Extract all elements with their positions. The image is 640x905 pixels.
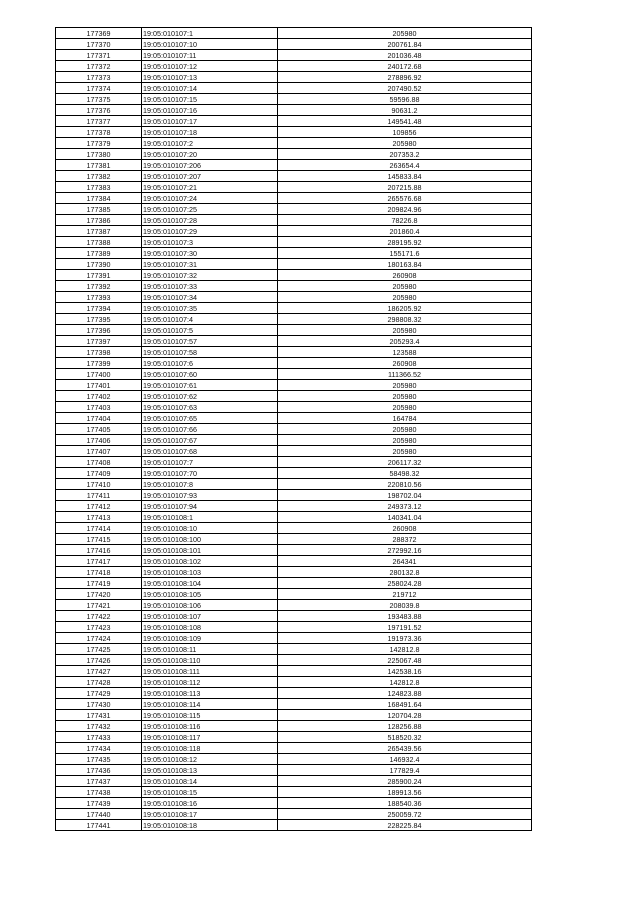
table-row (56, 490, 532, 501)
table-row (56, 270, 532, 281)
row-number-cell: 177419 (56, 578, 142, 589)
cadastral-value-cell: 123588 (278, 347, 532, 358)
cadastral-value-cell: 189913.56 (278, 787, 532, 798)
cadastral-number-cell: 19:05:010107:70 (142, 468, 278, 479)
cadastral-value-cell: 207490.52 (278, 83, 532, 94)
table-row (56, 677, 532, 688)
table-row (56, 402, 532, 413)
row-number-cell: 177400 (56, 369, 142, 380)
cadastral-value-cell: 220810.56 (278, 479, 532, 490)
row-number-cell: 177384 (56, 193, 142, 204)
cadastral-value-cell: 124823.88 (278, 688, 532, 699)
row-number-cell: 177378 (56, 127, 142, 138)
row-number-cell: 177394 (56, 303, 142, 314)
cadastral-number-cell: 19:05:010107:207 (142, 171, 278, 182)
table-row (56, 633, 532, 644)
row-number-cell: 177429 (56, 688, 142, 699)
row-number-cell: 177440 (56, 809, 142, 820)
cadastral-value-cell: 260908 (278, 523, 532, 534)
cadastral-number-cell: 19:05:010107:57 (142, 336, 278, 347)
cadastral-number-cell: 19:05:010107:65 (142, 413, 278, 424)
table-row (56, 94, 532, 105)
cadastral-number-cell: 19:05:010107:206 (142, 160, 278, 171)
cadastral-value-cell: 225067.48 (278, 655, 532, 666)
cadastral-value-cell: 207215.88 (278, 182, 532, 193)
cadastral-number-cell: 19:05:010107:20 (142, 149, 278, 160)
table-row (56, 622, 532, 633)
table-row (56, 226, 532, 237)
cadastral-number-cell: 19:05:010108:101 (142, 545, 278, 556)
table-row (56, 380, 532, 391)
cadastral-value-cell: 263654.4 (278, 160, 532, 171)
cadastral-value-cell: 140341.04 (278, 512, 532, 523)
cadastral-number-cell: 19:05:010108:14 (142, 776, 278, 787)
row-number-cell: 177412 (56, 501, 142, 512)
row-number-cell: 177437 (56, 776, 142, 787)
cadastral-value-cell: 258024.28 (278, 578, 532, 589)
cadastral-number-cell: 19:05:010107:5 (142, 325, 278, 336)
row-number-cell: 177425 (56, 644, 142, 655)
cadastral-value-cell: 146932.4 (278, 754, 532, 765)
cadastral-value-cell: 240172.68 (278, 61, 532, 72)
cadastral-value-cell: 168491.64 (278, 699, 532, 710)
row-number-cell: 177405 (56, 424, 142, 435)
row-number-cell: 177422 (56, 611, 142, 622)
cadastral-number-cell: 19:05:010108:106 (142, 600, 278, 611)
table-row (56, 424, 532, 435)
row-number-cell: 177388 (56, 237, 142, 248)
cadastral-number-cell: 19:05:010107:66 (142, 424, 278, 435)
cadastral-number-cell: 19:05:010107:14 (142, 83, 278, 94)
table-row (56, 149, 532, 160)
row-number-cell: 177372 (56, 61, 142, 72)
row-number-cell: 177409 (56, 468, 142, 479)
table-row (56, 171, 532, 182)
row-number-cell: 177435 (56, 754, 142, 765)
cadastral-value-cell: 78226.8 (278, 215, 532, 226)
table-row (56, 644, 532, 655)
table-row (56, 743, 532, 754)
row-number-cell: 177430 (56, 699, 142, 710)
row-number-cell: 177417 (56, 556, 142, 567)
cadastral-number-cell: 19:05:010108:109 (142, 633, 278, 644)
cadastral-number-cell: 19:05:010107:61 (142, 380, 278, 391)
row-number-cell: 177423 (56, 622, 142, 633)
cadastral-value-cell: 518520.32 (278, 732, 532, 743)
row-number-cell: 177379 (56, 138, 142, 149)
table-row (56, 83, 532, 94)
cadastral-value-cell: 289195.92 (278, 237, 532, 248)
table-row (56, 237, 532, 248)
cadastral-number-cell: 19:05:010107:68 (142, 446, 278, 457)
cadastral-value-cell: 265576.68 (278, 193, 532, 204)
row-number-cell: 177404 (56, 413, 142, 424)
cadastral-value-cell: 207353.2 (278, 149, 532, 160)
cadastral-value-cell: 205980 (278, 281, 532, 292)
cadastral-value-cell: 109856 (278, 127, 532, 138)
cadastral-number-cell: 19:05:010107:67 (142, 435, 278, 446)
row-number-cell: 177373 (56, 72, 142, 83)
cadastral-value-table (55, 27, 532, 831)
cadastral-value-cell: 120704.28 (278, 710, 532, 721)
table-row (56, 138, 532, 149)
cadastral-value-cell: 201036.48 (278, 50, 532, 61)
table-row (56, 479, 532, 490)
cadastral-number-cell: 19:05:010108:111 (142, 666, 278, 677)
cadastral-number-cell: 19:05:010107:18 (142, 127, 278, 138)
table-row (56, 28, 532, 39)
table-row (56, 50, 532, 61)
cadastral-number-cell: 19:05:010108:102 (142, 556, 278, 567)
table-row (56, 611, 532, 622)
cadastral-number-cell: 19:05:010108:116 (142, 721, 278, 732)
cadastral-number-cell: 19:05:010107:6 (142, 358, 278, 369)
cadastral-value-cell: 201860.4 (278, 226, 532, 237)
cadastral-value-cell: 191973.36 (278, 633, 532, 644)
table-row (56, 314, 532, 325)
table-row (56, 325, 532, 336)
table-row (56, 699, 532, 710)
cadastral-value-cell: 142812.8 (278, 644, 532, 655)
cadastral-number-cell: 19:05:010107:32 (142, 270, 278, 281)
cadastral-value-cell: 205980 (278, 424, 532, 435)
table-row (56, 303, 532, 314)
cadastral-number-cell: 19:05:010108:13 (142, 765, 278, 776)
cadastral-value-cell: 145833.84 (278, 171, 532, 182)
row-number-cell: 177391 (56, 270, 142, 281)
cadastral-number-cell: 19:05:010108:107 (142, 611, 278, 622)
cadastral-value-cell: 260908 (278, 358, 532, 369)
cadastral-value-cell: 205980 (278, 138, 532, 149)
cadastral-value-cell: 205980 (278, 435, 532, 446)
row-number-cell: 177376 (56, 105, 142, 116)
cadastral-value-cell: 205980 (278, 391, 532, 402)
cadastral-number-cell: 19:05:010108:12 (142, 754, 278, 765)
table-row (56, 545, 532, 556)
cadastral-value-cell: 164784 (278, 413, 532, 424)
table-row (56, 336, 532, 347)
cadastral-value-cell: 197191.52 (278, 622, 532, 633)
row-number-cell: 177395 (56, 314, 142, 325)
cadastral-number-cell: 19:05:010108:16 (142, 798, 278, 809)
cadastral-number-cell: 19:05:010108:117 (142, 732, 278, 743)
cadastral-number-cell: 19:05:010107:33 (142, 281, 278, 292)
table-row (56, 820, 532, 831)
table-row (56, 776, 532, 787)
cadastral-number-cell: 19:05:010108:114 (142, 699, 278, 710)
table-row (56, 292, 532, 303)
row-number-cell: 177418 (56, 567, 142, 578)
cadastral-value-cell: 249373.12 (278, 501, 532, 512)
table-row (56, 666, 532, 677)
cadastral-value-cell: 264341 (278, 556, 532, 567)
table-row (56, 567, 532, 578)
table-row (56, 369, 532, 380)
cadastral-number-cell: 19:05:010107:7 (142, 457, 278, 468)
cadastral-number-cell: 19:05:010108:105 (142, 589, 278, 600)
row-number-cell: 177416 (56, 545, 142, 556)
cadastral-number-cell: 19:05:010107:31 (142, 259, 278, 270)
row-number-cell: 177393 (56, 292, 142, 303)
cadastral-number-cell: 19:05:010107:16 (142, 105, 278, 116)
cadastral-number-cell: 19:05:010108:108 (142, 622, 278, 633)
table-row (56, 127, 532, 138)
cadastral-number-cell: 19:05:010108:103 (142, 567, 278, 578)
row-number-cell: 177434 (56, 743, 142, 754)
cadastral-value-cell: 206117.32 (278, 457, 532, 468)
cadastral-number-cell: 19:05:010107:29 (142, 226, 278, 237)
cadastral-number-cell: 19:05:010108:104 (142, 578, 278, 589)
row-number-cell: 177397 (56, 336, 142, 347)
cadastral-number-cell: 19:05:010108:112 (142, 677, 278, 688)
table-row (56, 259, 532, 270)
row-number-cell: 177420 (56, 589, 142, 600)
cadastral-value-cell: 58498.32 (278, 468, 532, 479)
table-row (56, 787, 532, 798)
row-number-cell: 177407 (56, 446, 142, 457)
row-number-cell: 177402 (56, 391, 142, 402)
cadastral-number-cell: 19:05:010108:115 (142, 710, 278, 721)
cadastral-value-cell: 278896.92 (278, 72, 532, 83)
row-number-cell: 177385 (56, 204, 142, 215)
cadastral-number-cell: 19:05:010107:12 (142, 61, 278, 72)
cadastral-number-cell: 19:05:010107:17 (142, 116, 278, 127)
row-number-cell: 177398 (56, 347, 142, 358)
cadastral-value-cell: 193483.88 (278, 611, 532, 622)
cadastral-number-cell: 19:05:010107:4 (142, 314, 278, 325)
cadastral-number-cell: 19:05:010107:30 (142, 248, 278, 259)
table-row (56, 809, 532, 820)
cadastral-number-cell: 19:05:010107:63 (142, 402, 278, 413)
row-number-cell: 177408 (56, 457, 142, 468)
cadastral-number-cell: 19:05:010108:18 (142, 820, 278, 831)
table-row (56, 798, 532, 809)
table-row (56, 248, 532, 259)
table-row (56, 501, 532, 512)
table-row (56, 556, 532, 567)
cadastral-number-cell: 19:05:010108:10 (142, 523, 278, 534)
cadastral-value-cell: 90631.2 (278, 105, 532, 116)
cadastral-number-cell: 19:05:010107:58 (142, 347, 278, 358)
cadastral-number-cell: 19:05:010108:15 (142, 787, 278, 798)
table-row (56, 710, 532, 721)
cadastral-number-cell: 19:05:010108:17 (142, 809, 278, 820)
row-number-cell: 177399 (56, 358, 142, 369)
cadastral-value-cell: 205980 (278, 446, 532, 457)
table-row (56, 655, 532, 666)
row-number-cell: 177438 (56, 787, 142, 798)
row-number-cell: 177369 (56, 28, 142, 39)
cadastral-value-cell: 149541.48 (278, 116, 532, 127)
cadastral-value-cell: 209824.96 (278, 204, 532, 215)
cadastral-number-cell: 19:05:010107:15 (142, 94, 278, 105)
cadastral-number-cell: 19:05:010108:1 (142, 512, 278, 523)
cadastral-number-cell: 19:05:010107:34 (142, 292, 278, 303)
row-number-cell: 177375 (56, 94, 142, 105)
cadastral-value-cell: 205980 (278, 292, 532, 303)
cadastral-value-cell: 205293.4 (278, 336, 532, 347)
cadastral-value-cell: 205980 (278, 402, 532, 413)
cadastral-number-cell: 19:05:010107:1 (142, 28, 278, 39)
row-number-cell: 177396 (56, 325, 142, 336)
cadastral-number-cell: 19:05:010108:100 (142, 534, 278, 545)
row-number-cell: 177428 (56, 677, 142, 688)
table-row (56, 391, 532, 402)
table-row (56, 754, 532, 765)
row-number-cell: 177439 (56, 798, 142, 809)
row-number-cell: 177406 (56, 435, 142, 446)
cadastral-number-cell: 19:05:010107:94 (142, 501, 278, 512)
table-row (56, 413, 532, 424)
cadastral-number-cell: 19:05:010107:8 (142, 479, 278, 490)
cadastral-number-cell: 19:05:010107:60 (142, 369, 278, 380)
table-row (56, 589, 532, 600)
cadastral-value-cell: 219712 (278, 589, 532, 600)
cadastral-value-cell: 250059.72 (278, 809, 532, 820)
cadastral-number-cell: 19:05:010108:110 (142, 655, 278, 666)
table-row (56, 105, 532, 116)
table-body (56, 28, 532, 831)
table-row (56, 160, 532, 171)
cadastral-value-cell: 200761.84 (278, 39, 532, 50)
cadastral-value-cell: 128256.88 (278, 721, 532, 732)
cadastral-value-cell: 280132.8 (278, 567, 532, 578)
cadastral-value-cell: 188540.36 (278, 798, 532, 809)
row-number-cell: 177383 (56, 182, 142, 193)
table-row (56, 534, 532, 545)
cadastral-number-cell: 19:05:010107:11 (142, 50, 278, 61)
row-number-cell: 177433 (56, 732, 142, 743)
row-number-cell: 177427 (56, 666, 142, 677)
row-number-cell: 177411 (56, 490, 142, 501)
cadastral-number-cell: 19:05:010108:113 (142, 688, 278, 699)
row-number-cell: 177432 (56, 721, 142, 732)
table-row (56, 765, 532, 776)
cadastral-value-cell: 205980 (278, 380, 532, 391)
row-number-cell: 177387 (56, 226, 142, 237)
row-number-cell: 177370 (56, 39, 142, 50)
table-row (56, 39, 532, 50)
row-number-cell: 177436 (56, 765, 142, 776)
table-row (56, 116, 532, 127)
cadastral-value-cell: 180163.84 (278, 259, 532, 270)
table-row (56, 600, 532, 611)
row-number-cell: 177431 (56, 710, 142, 721)
cadastral-number-cell: 19:05:010107:25 (142, 204, 278, 215)
table-row (56, 215, 532, 226)
table-row (56, 182, 532, 193)
row-number-cell: 177415 (56, 534, 142, 545)
row-number-cell: 177380 (56, 149, 142, 160)
row-number-cell: 177390 (56, 259, 142, 270)
cadastral-value-cell: 265439.56 (278, 743, 532, 754)
row-number-cell: 177414 (56, 523, 142, 534)
cadastral-number-cell: 19:05:010107:28 (142, 215, 278, 226)
cadastral-value-cell: 260908 (278, 270, 532, 281)
cadastral-number-cell: 19:05:010107:21 (142, 182, 278, 193)
cadastral-value-cell: 205980 (278, 325, 532, 336)
row-number-cell: 177403 (56, 402, 142, 413)
cadastral-value-cell: 142812.8 (278, 677, 532, 688)
table-row (56, 512, 532, 523)
row-number-cell: 177381 (56, 160, 142, 171)
row-number-cell: 177421 (56, 600, 142, 611)
row-number-cell: 177424 (56, 633, 142, 644)
cadastral-number-cell: 19:05:010107:13 (142, 72, 278, 83)
cadastral-value-cell: 59596.88 (278, 94, 532, 105)
cadastral-value-cell: 198702.04 (278, 490, 532, 501)
cadastral-value-cell: 298808.32 (278, 314, 532, 325)
cadastral-number-cell: 19:05:010107:2 (142, 138, 278, 149)
table-row (56, 281, 532, 292)
cadastral-value-cell: 186205.92 (278, 303, 532, 314)
table-row (56, 435, 532, 446)
row-number-cell: 177413 (56, 512, 142, 523)
table-row (56, 732, 532, 743)
cadastral-value-cell: 177829.4 (278, 765, 532, 776)
cadastral-number-cell: 19:05:010107:3 (142, 237, 278, 248)
cadastral-number-cell: 19:05:010107:93 (142, 490, 278, 501)
row-number-cell: 177389 (56, 248, 142, 259)
cadastral-value-cell: 155171.6 (278, 248, 532, 259)
table-row (56, 358, 532, 369)
table-row (56, 578, 532, 589)
row-number-cell: 177386 (56, 215, 142, 226)
table-row (56, 688, 532, 699)
table-row (56, 446, 532, 457)
table-row (56, 468, 532, 479)
cadastral-value-cell: 272992.16 (278, 545, 532, 556)
cadastral-number-cell: 19:05:010107:35 (142, 303, 278, 314)
row-number-cell: 177377 (56, 116, 142, 127)
row-number-cell: 177441 (56, 820, 142, 831)
cadastral-number-cell: 19:05:010108:11 (142, 644, 278, 655)
table-row (56, 72, 532, 83)
cadastral-number-cell: 19:05:010107:10 (142, 39, 278, 50)
row-number-cell: 177374 (56, 83, 142, 94)
cadastral-number-cell: 19:05:010108:118 (142, 743, 278, 754)
row-number-cell: 177401 (56, 380, 142, 391)
cadastral-value-cell: 111366.52 (278, 369, 532, 380)
row-number-cell: 177426 (56, 655, 142, 666)
table-row (56, 457, 532, 468)
cadastral-value-cell: 142538.16 (278, 666, 532, 677)
cadastral-value-cell: 288372 (278, 534, 532, 545)
cadastral-value-cell: 208039.8 (278, 600, 532, 611)
table-row (56, 61, 532, 72)
table-row (56, 193, 532, 204)
table-row (56, 721, 532, 732)
row-number-cell: 177382 (56, 171, 142, 182)
row-number-cell: 177371 (56, 50, 142, 61)
table-row (56, 204, 532, 215)
cadastral-value-cell: 285900.24 (278, 776, 532, 787)
table-row (56, 523, 532, 534)
cadastral-value-cell: 205980 (278, 28, 532, 39)
cadastral-number-cell: 19:05:010107:24 (142, 193, 278, 204)
cadastral-value-cell: 228225.84 (278, 820, 532, 831)
cadastral-number-cell: 19:05:010107:62 (142, 391, 278, 402)
row-number-cell: 177392 (56, 281, 142, 292)
row-number-cell: 177410 (56, 479, 142, 490)
table-row (56, 347, 532, 358)
